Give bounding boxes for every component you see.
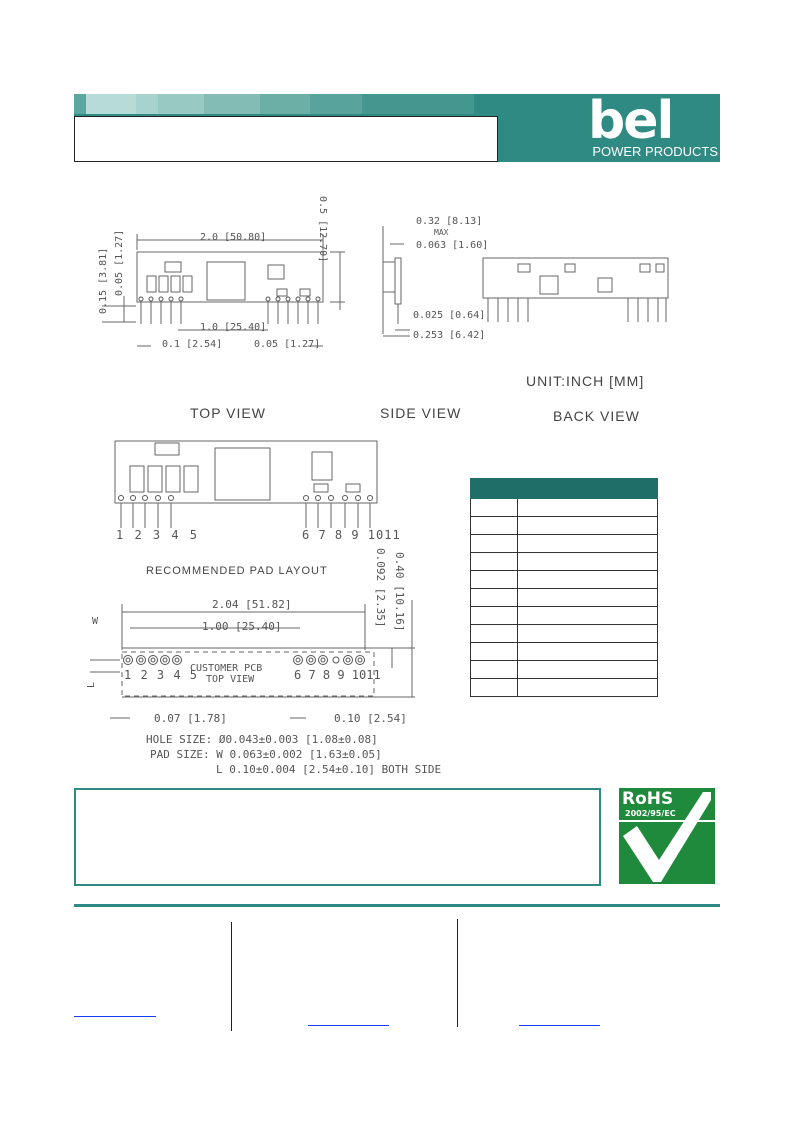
dim-thickness: 0.32 [8.13]: [416, 216, 483, 227]
dim-pad-total: 2.04 [51.82]: [212, 598, 292, 611]
unit-label: UNIT:INCH [MM]: [526, 373, 645, 389]
logo-subtitle: POWER PRODUCTS: [592, 144, 718, 159]
dim-l: L: [86, 681, 97, 688]
logo-wordmark: bel: [588, 91, 673, 151]
dim-board: 0.063 [1.60]: [416, 240, 489, 251]
dim-width: 2.0 [50.80]: [200, 232, 267, 243]
pcb-label-1: CUSTOMER PCB: [190, 663, 263, 674]
rohs-badge: [619, 788, 715, 884]
table-row: [471, 517, 658, 535]
pad-pins-left: 1 2 3 4 5: [124, 668, 199, 682]
dim-pad-left: 0.07 [1.78]: [154, 712, 227, 725]
pin-numbers-right: 6 7 8 9 1011: [302, 528, 401, 542]
back-view-label: BACK VIEW: [553, 408, 640, 424]
table-row: [471, 589, 658, 607]
notice-box: [74, 788, 601, 886]
table-row: [471, 679, 658, 697]
rohs-subtitle: 2002/95/EC: [625, 809, 676, 818]
dim-max: MAX: [434, 228, 449, 237]
large-module-chip: [215, 448, 270, 500]
checkmark-icon: [619, 788, 715, 884]
table-row: [471, 571, 658, 589]
top-view-chip: [207, 262, 245, 300]
hole-size-note: HOLE SIZE: Ø0.043±0.003 [1.08±0.08]: [146, 733, 378, 746]
side-view-board: [395, 258, 401, 304]
rohs-title: RoHS: [622, 789, 674, 809]
table-row: [471, 535, 658, 553]
dim-pitch: 0.1 [2.54]: [162, 339, 223, 350]
dim-pitch-mid: 1.0 [25.40]: [200, 322, 267, 333]
pad-pins-right: 6 7 8 9 1011: [294, 668, 381, 682]
dim-total-thickness: 0.253 [6.42]: [413, 330, 486, 341]
table-row: [471, 661, 658, 679]
side-view-label: SIDE VIEW: [380, 405, 462, 421]
dim-height: 0.5 [12.70]: [317, 196, 328, 263]
large-module-board: [115, 441, 377, 503]
top-view-component: [165, 262, 181, 272]
dim-pad-right: 0.10 [2.54]: [334, 712, 407, 725]
table-row: [471, 553, 658, 571]
table-row: [471, 625, 658, 643]
footer-link[interactable]: [308, 1025, 389, 1026]
footer-divider: [231, 922, 232, 1031]
dim-pad-h2: 0.40 [10.16]: [393, 552, 406, 632]
pin-function-table: [470, 478, 658, 697]
pad-layout-label: RECOMMENDED PAD LAYOUT: [146, 565, 328, 577]
pad-size-l-note: L 0.10±0.004 [2.54±0.10] BOTH SIDE: [216, 763, 442, 776]
dim-pad-mid: 1.00 [25.40]: [202, 620, 282, 633]
side-view-body: [383, 262, 395, 292]
pad-size-note: PAD SIZE: W 0.063±0.002 [1.63±0.05]: [150, 748, 382, 761]
table-header-row: [471, 479, 658, 499]
footer-link[interactable]: [519, 1025, 600, 1026]
dim-edge: 0.05 [1.27]: [254, 339, 321, 350]
footer-link[interactable]: [74, 1016, 156, 1017]
table-row: [471, 643, 658, 661]
dim-pin-length: 0.15 [3.81]: [98, 247, 109, 314]
top-view-board: [137, 252, 323, 302]
dim-pin-width: 0.025 [0.64]: [413, 310, 486, 321]
table-row: [471, 607, 658, 625]
dim-pin-offset: 0.05 [1.27]: [114, 229, 125, 296]
pin-numbers-left: 1 2 3 4 5: [116, 528, 200, 542]
dim-pad-h1: 0.092 [2.35]: [374, 548, 387, 628]
footer-rule: [74, 904, 720, 907]
dim-w: W: [92, 616, 99, 627]
pcb-label-2: TOP VIEW: [206, 674, 255, 685]
footer-divider: [457, 919, 458, 1027]
table-row: [471, 499, 658, 517]
top-view-label: TOP VIEW: [190, 405, 266, 421]
